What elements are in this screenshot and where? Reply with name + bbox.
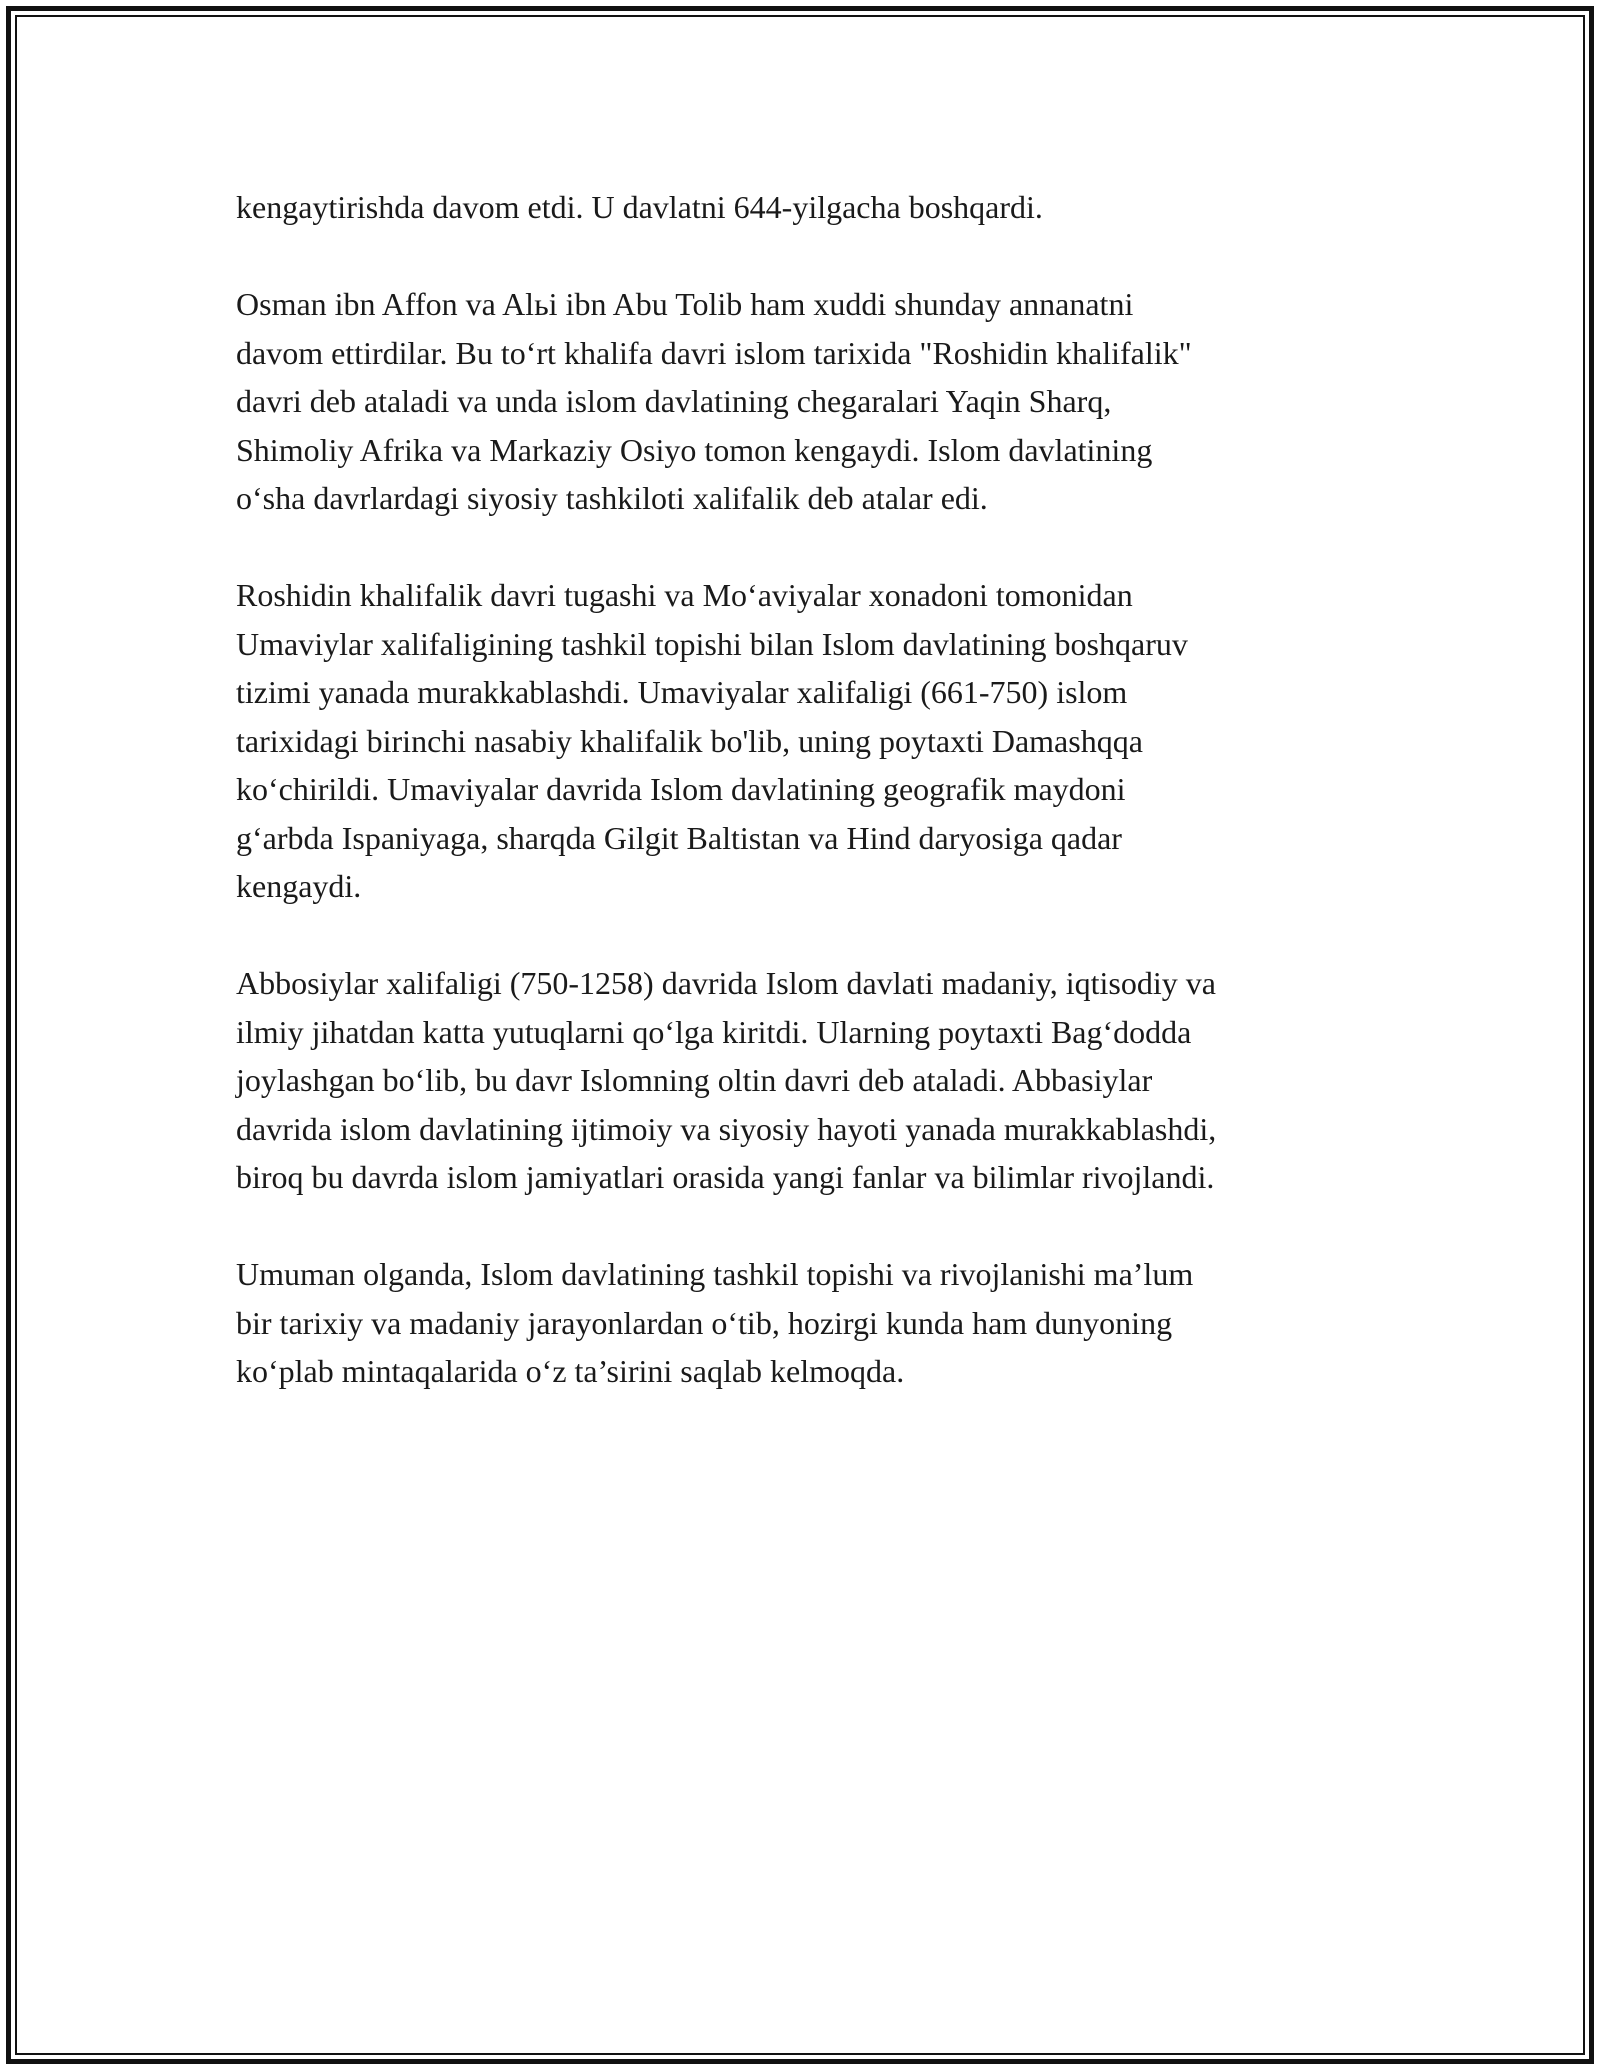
paragraph-conclusion: Umuman olganda, Islom davlatining tashkil topishi va rivojlanishi ma’lum bir tarixiy va madaniy jarayonlardan o‘tib, hozirgi kunda ham dunyoning ko‘plab mintaqalarida o‘z ta’sirini saqlab kelmoqda. — [236, 1256, 1194, 1389]
paragraph-abbasid-caliphate: Abbosiylar xalifaligi (750-1258) davrida Islom davlati madaniy, iqtisodiy va ilmiy jihatdan katta yutuqlarni qo‘lga kiritdi. Ularning poytaxti Bag‘dodda joylashgan bo‘lib, bu davr Islomning oltin davri deb ataladi. Abbasiylar davrida islom davlatining ijtimoiy va siyosiy hayoti yanada murakkablashdi, biroq bu davrda islom jamiyatlari orasida yangi fanlar va bilimlar rivojlandi. — [236, 965, 1217, 1195]
paragraph-continuation: kengaytirishda davom etdi. U davlatni 644-yilgacha boshqardi. — [236, 189, 1043, 225]
document-body — [236, 183, 1386, 1444]
paragraph-umayyad-caliphate: Roshidin khalifalik davri tugashi va Mo‘aviyalar xonadoni tomonidan Umaviylar xalifaligining tashkil topishi bilan Islom davlatining boshqaruv tizimi yanada murakkablashdi. Umaviyalar xalifaligi (661-750) islom tarixidagi birinchi nasabiy khalifalik bo'lib, uning poytaxti Damashqqa ko‘chirildi. Umaviyalar davrida Islom davlatining geografik maydoni g‘arbda Ispaniyaga, sharqda Gilgit Baltistan va Hind daryosiga qadar kengaydi. — [236, 577, 1188, 904]
paragraph-rashidun-caliphate: Osman ibn Affon va Alьi ibn Abu Tolib ham xuddi shunday annanatni davom ettirdilar. Bu to‘rt khalifa davri islom tarixida "Roshidin khalifalik" davri deb ataladi va unda islom davlatining chegaralari Yaqin Sharq, Shimoliy Afrika va Markaziy Osiyo tomon kengaydi. Islom davlatining o‘sha davrlardagi siyosiy tashkiloti xalifalik deb atalar edi. — [236, 286, 1192, 516]
